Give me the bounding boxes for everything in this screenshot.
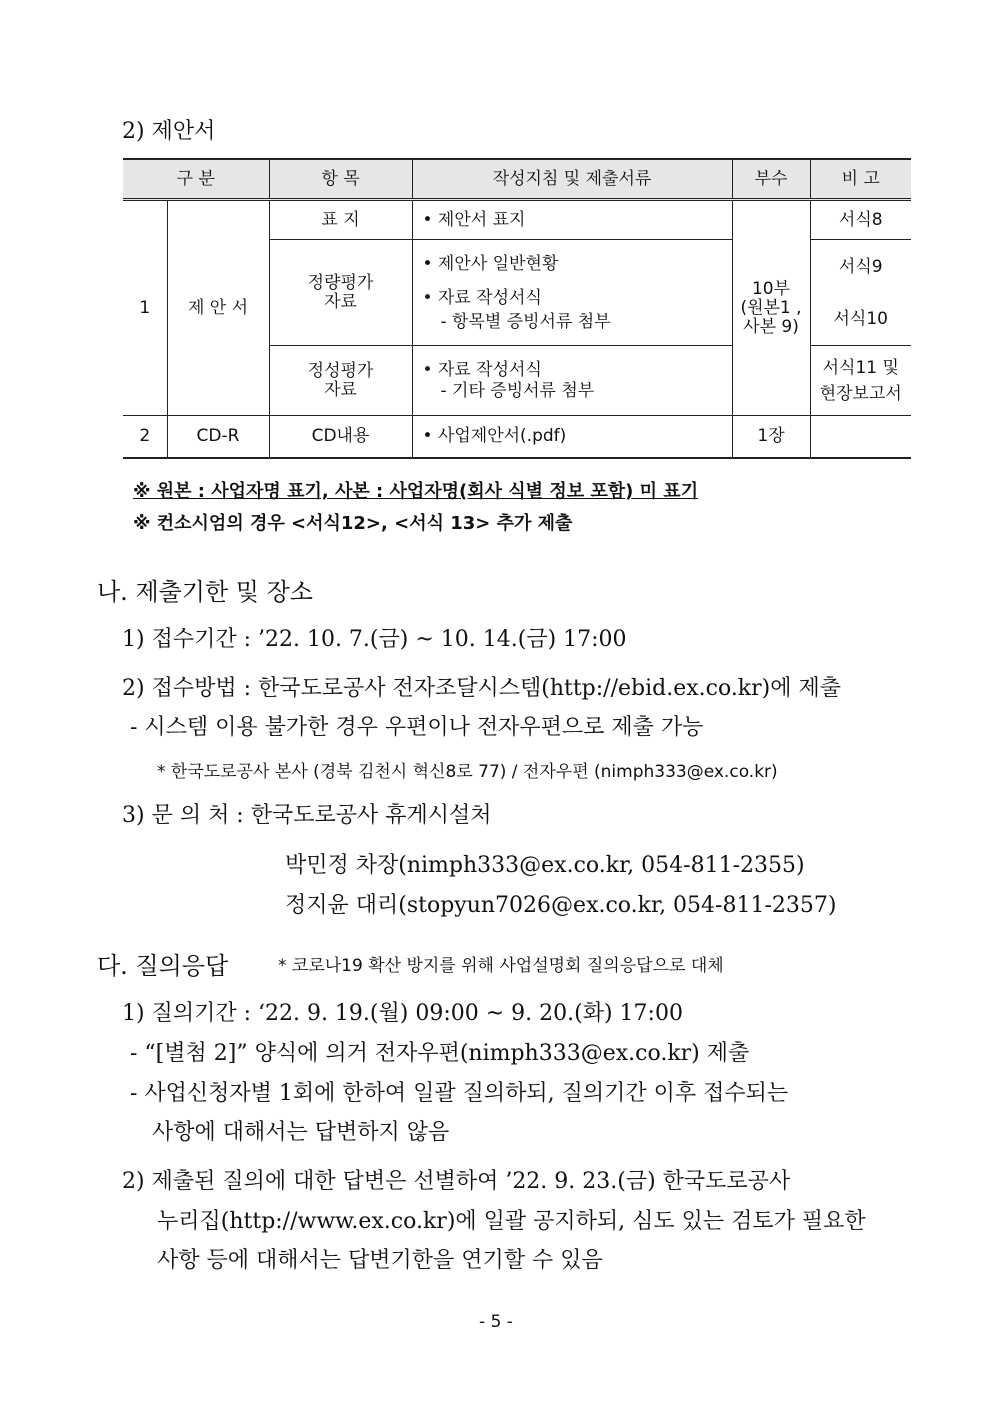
header-guideline: 작성지침 및 제출서류 bbox=[412, 159, 732, 200]
qa-note: * 코로나19 확산 방지를 위해 사업설명회 질의응답으로 대체 bbox=[278, 956, 724, 976]
method-sub-line: - 시스템 이용 불가한 경우 우편이나 전자우편으로 제출 가능 bbox=[130, 715, 704, 740]
inquiry-line: 3) 문 의 처 : 한국도로공사 휴게시설처 bbox=[122, 803, 492, 828]
row-category: 제 안 서 bbox=[167, 200, 269, 416]
table-row bbox=[123, 416, 911, 458]
proposal-table bbox=[123, 158, 911, 459]
answer-line: 2) 제출된 질의에 대한 답변은 선별하여 ’22. 9. 23.(금) 한국도로공사 bbox=[122, 1169, 791, 1194]
row-number: 2 bbox=[123, 416, 167, 458]
item-cover: 표 지 bbox=[269, 200, 412, 240]
table-header-row bbox=[123, 159, 911, 200]
item-qual: 정성평가 자료 bbox=[269, 346, 412, 416]
qa-sub-line: 사항에 대해서는 답변하지 않음 bbox=[152, 1120, 450, 1145]
qa-sub-line: - “[별첨 2]” 양식에 의거 전자우편(nimph333@ex.co.kr) 제출 bbox=[130, 1041, 750, 1066]
contact-line: 정지윤 대리(stopyun7026@ex.co.kr, 054-811-2357) bbox=[285, 893, 837, 918]
period-line: 1) 접수기간 : ’22. 10. 7.(금) ~ 10. 14.(금) 17:00 bbox=[122, 627, 627, 652]
row-category: CD-R bbox=[167, 416, 269, 458]
remark-cell bbox=[810, 416, 911, 458]
note-consortium: ※ 컨소시엄의 경우 <서식12>, <서식 13> 추가 제출 bbox=[133, 513, 573, 534]
content-cover: • 제안서 표지 bbox=[412, 200, 732, 240]
content-line: - 기타 증빙서류 첨부 bbox=[440, 380, 595, 401]
qa-sub-line: - 사업신청자별 1회에 한하여 일괄 질의하되, 질의기간 이후 접수되는 bbox=[130, 1081, 789, 1106]
note-original-copy: ※ 원본 : 사업자명 표기, 사본 : 사업자명(회사 식별 정보 포함) 미 표기 bbox=[133, 481, 699, 502]
method-line: 2) 접수방법 : 한국도로공사 전자조달시스템(http://ebid.ex.co.kr)에 제출 bbox=[122, 676, 841, 701]
content-cd: • 사업제안서(.pdf) bbox=[412, 416, 732, 458]
section-heading-na: 나. 제출기한 및 장소 bbox=[97, 578, 313, 606]
header-copies: 부수 bbox=[732, 159, 810, 200]
contact-line: 박민정 차장(nimph333@ex.co.kr, 054-811-2355) bbox=[285, 853, 805, 878]
page-number: - 5 - bbox=[479, 1312, 513, 1332]
content-qual bbox=[412, 346, 732, 416]
answer-line: 사항 등에 대해서는 답변기한을 연기할 수 있음 bbox=[157, 1248, 603, 1273]
content-quant bbox=[412, 240, 732, 346]
content-line: - 항목별 증빙서류 첨부 bbox=[440, 311, 611, 332]
content-line: • 자료 작성서식 bbox=[422, 287, 542, 308]
item-quant: 정량평가 자료 bbox=[269, 240, 412, 346]
header-item: 항 목 bbox=[269, 159, 412, 200]
remark-cell: 서식11 및 현장보고서 bbox=[810, 346, 911, 416]
section-title: 2) 제안서 bbox=[122, 119, 216, 144]
section-heading-da: 다. 질의응답 bbox=[97, 952, 229, 980]
remark-line: 서식10 bbox=[833, 308, 888, 329]
content-line: • 제안사 일반현황 bbox=[422, 253, 559, 274]
address-note: * 한국도로공사 본사 (경북 김천시 혁신8로 77) / 전자우편 (nimph333@ex.co.kr) bbox=[157, 762, 778, 782]
copies-cell: 10부 (원본1 , 사본 9) bbox=[732, 200, 810, 416]
remark-cell: 서식8 bbox=[810, 200, 911, 240]
remark-cell bbox=[810, 240, 911, 346]
answer-line: 누리집(http://www.ex.co.kr)에 일괄 공지하되, 심도 있는 검토가 필요한 bbox=[157, 1209, 866, 1234]
item-cd: CD내용 bbox=[269, 416, 412, 458]
header-category: 구 분 bbox=[123, 159, 269, 200]
content-line: • 자료 작성서식 bbox=[422, 359, 542, 380]
row-number: 1 bbox=[123, 200, 167, 416]
table-row bbox=[123, 200, 911, 240]
remark-line: 서식9 bbox=[838, 256, 883, 277]
copies-cell: 1장 bbox=[732, 416, 810, 458]
header-remarks: 비 고 bbox=[810, 159, 911, 200]
qa-period-line: 1) 질의기간 : ‘22. 9. 19.(월) 09:00 ~ 9. 20.(화) 17:00 bbox=[122, 1001, 683, 1026]
